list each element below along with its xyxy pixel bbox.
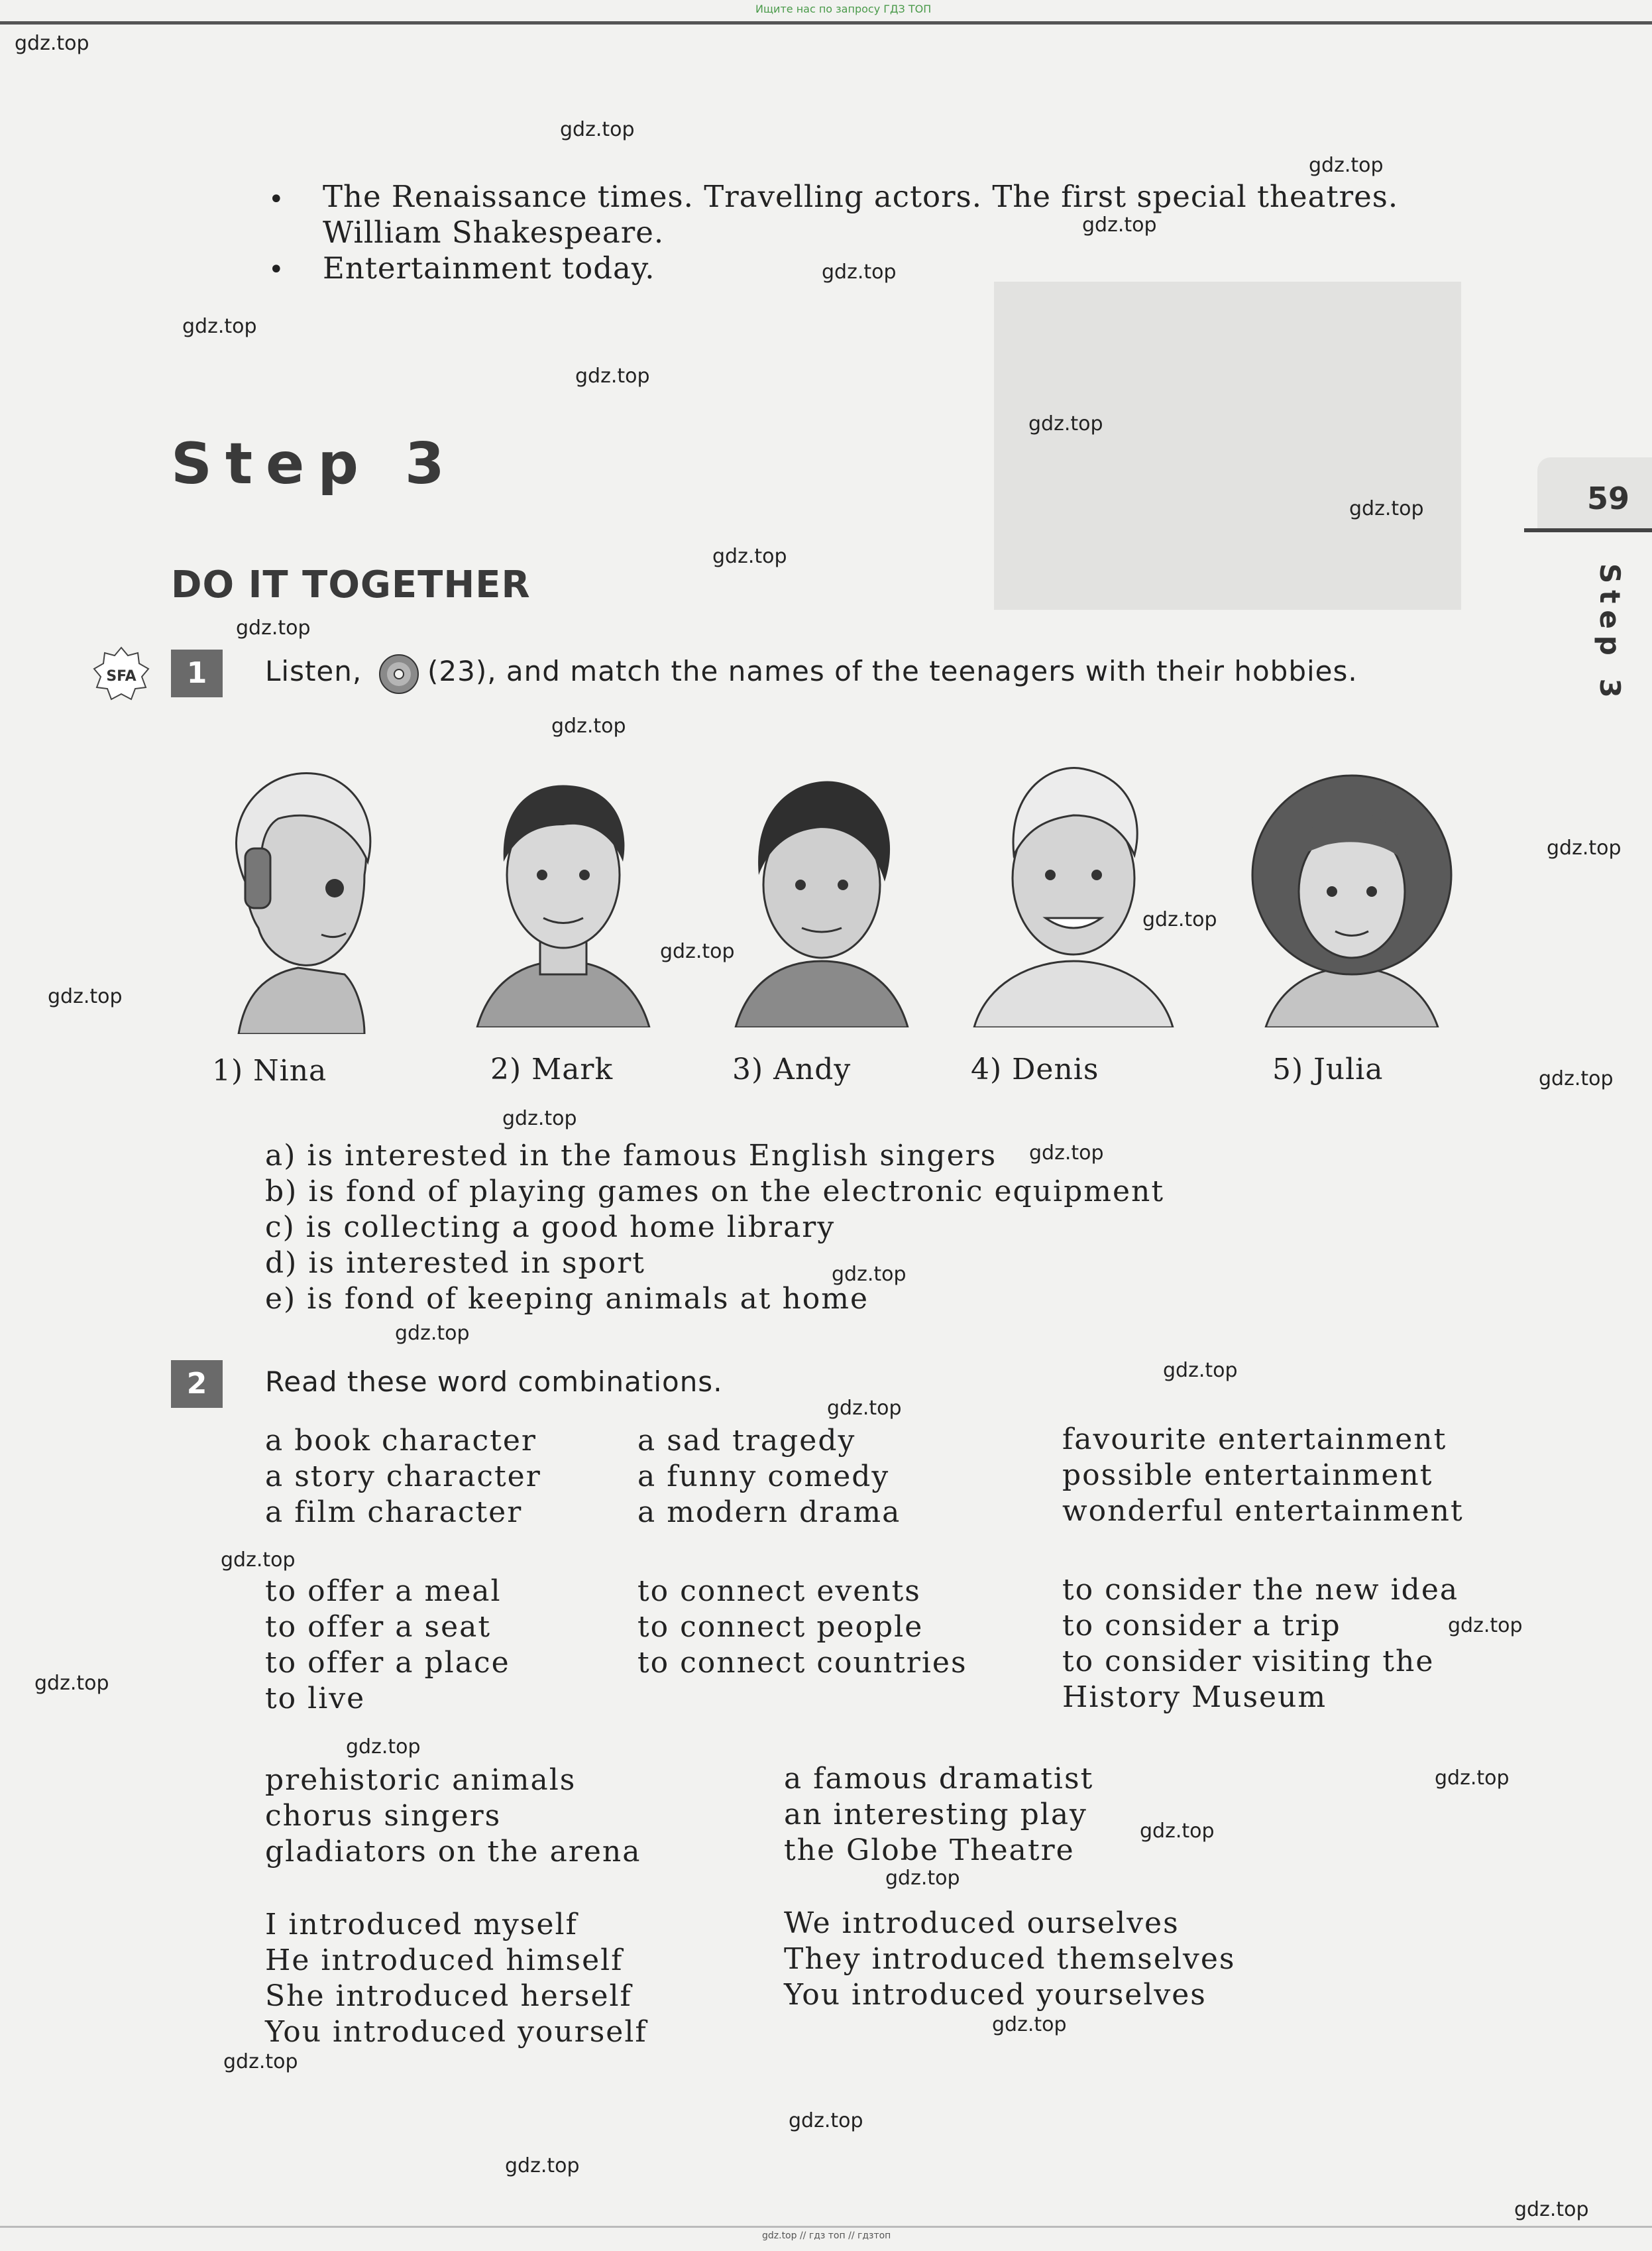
word-combination: an interesting play xyxy=(784,1798,1087,1831)
watermark: gdz.top xyxy=(1349,497,1424,520)
word-combination: prehistoric animals xyxy=(265,1763,577,1797)
word-combination: to consider visiting the xyxy=(1062,1645,1435,1678)
watermark: gdz.top xyxy=(236,616,311,640)
word-combination: gladiators on the arena xyxy=(265,1835,641,1869)
hobby-item: b) is fond of playing games on the electronic equipment xyxy=(265,1175,1165,1208)
hobby-item: d) is interested in sport xyxy=(265,1246,645,1280)
word-combination: a modern drama xyxy=(637,1495,901,1529)
word-combination: a film character xyxy=(265,1495,523,1529)
bullet-dot: • xyxy=(268,255,284,285)
word-combination: He introduced himself xyxy=(265,1943,624,1977)
portrait-andy xyxy=(722,762,921,1027)
hobby-item: e) is fond of keeping animals at home xyxy=(265,1282,869,1316)
person-label: 4) Denis xyxy=(971,1053,1099,1086)
word-combination: to connect countries xyxy=(637,1646,967,1680)
word-combination: She introduced herself xyxy=(265,1979,632,2013)
watermark: gdz.top xyxy=(660,940,735,963)
word-combination: to offer a place xyxy=(265,1646,510,1680)
watermark: gdz.top xyxy=(885,1867,960,1890)
watermark: gdz.top xyxy=(34,1672,109,1695)
watermark: gdz.top xyxy=(502,1107,577,1130)
watermark: gdz.top xyxy=(560,118,635,141)
word-combination: to live xyxy=(265,1682,366,1715)
watermark: gdz.top xyxy=(182,315,257,338)
word-combination: a story character xyxy=(265,1460,541,1493)
header-note: Ищите нас по запросу ГДЗ ТОП xyxy=(755,3,932,15)
watermark: gdz.top xyxy=(223,2050,298,2073)
bullet-2-line-1: Entertainment today. xyxy=(323,251,655,286)
section-title: DO IT TOGETHER xyxy=(171,563,531,606)
portrait-denis xyxy=(967,756,1180,1027)
watermark: gdz.top xyxy=(1539,1067,1614,1090)
person-label: 3) Andy xyxy=(732,1053,852,1086)
watermark: gdz.top xyxy=(1028,412,1103,435)
word-combination: wonderful entertainment xyxy=(1062,1494,1464,1528)
bullet-1-line-2: William Shakespeare. xyxy=(323,215,665,250)
portrait-julia xyxy=(1239,762,1464,1027)
page-tab-rule xyxy=(1524,528,1652,532)
exercise-1-instruction-rest: (23), and match the names of the teenagers with their hobbies. xyxy=(427,655,1358,687)
word-combination: I introduced myself xyxy=(265,1908,578,1941)
word-combination: We introduced ourselves xyxy=(784,1906,1180,1940)
page-number: 59 xyxy=(1587,481,1630,516)
watermark: gdz.top xyxy=(1435,1766,1510,1790)
word-combination: a funny comedy xyxy=(637,1460,890,1493)
watermark: gdz.top xyxy=(832,1263,907,1286)
watermark: gdz.top xyxy=(48,985,123,1008)
exercise-1-instruction-start: Listen, xyxy=(265,655,362,687)
word-combination: to offer a meal xyxy=(265,1574,502,1608)
sfa-badge-icon xyxy=(93,646,150,703)
person-label: 1) Nina xyxy=(212,1054,327,1088)
bleed-photo xyxy=(994,282,1461,610)
watermark: gdz.top xyxy=(1309,154,1384,177)
watermark: gdz.top xyxy=(1448,1614,1523,1637)
word-combination: favourite entertainment xyxy=(1062,1422,1447,1456)
watermark: gdz.top xyxy=(822,260,897,284)
word-combination: History Museum xyxy=(1062,1680,1327,1714)
watermark: gdz.top xyxy=(1547,837,1622,860)
watermark: gdz.top xyxy=(505,2154,580,2177)
word-combination: to connect people xyxy=(637,1610,924,1644)
watermark: gdz.top xyxy=(1514,2198,1589,2221)
word-combination: to offer a seat xyxy=(265,1610,492,1644)
word-combination: a famous dramatist xyxy=(784,1762,1094,1796)
word-combination: to consider the new idea xyxy=(1062,1573,1459,1607)
footer-note: gdz.top // гдз топ // гдзтоп xyxy=(762,2230,891,2241)
watermark: gdz.top xyxy=(1029,1141,1104,1165)
watermark: gdz.top xyxy=(15,32,89,55)
watermark: gdz.top xyxy=(551,715,626,738)
bullet-1-line-1: The Renaissance times. Travelling actors. The first special theatres. xyxy=(323,179,1399,214)
sfa-badge-label: SFA xyxy=(106,668,137,685)
watermark: gdz.top xyxy=(346,1735,421,1759)
word-combination: to connect events xyxy=(637,1574,921,1608)
word-combination: chorus singers xyxy=(265,1799,502,1833)
watermark: gdz.top xyxy=(827,1397,902,1420)
watermark: gdz.top xyxy=(992,2013,1067,2036)
watermark: gdz.top xyxy=(712,545,787,568)
exercise-2-number: 2 xyxy=(171,1360,223,1408)
person-label: 5) Julia xyxy=(1272,1053,1384,1086)
word-combination: the Globe Theatre xyxy=(784,1833,1075,1867)
bottom-rule xyxy=(0,2226,1652,2228)
word-combination: possible entertainment xyxy=(1062,1458,1433,1492)
hobby-item: a) is interested in the famous English singers xyxy=(265,1139,997,1173)
hobby-item: c) is collecting a good home library xyxy=(265,1210,836,1244)
word-combination: a book character xyxy=(265,1424,537,1458)
exercise-1-number: 1 xyxy=(171,650,223,697)
step-title: Step 3 xyxy=(171,431,458,497)
watermark: gdz.top xyxy=(395,1322,470,1345)
cd-icon xyxy=(378,653,420,695)
watermark: gdz.top xyxy=(789,2109,863,2132)
word-combination: You introduced yourselves xyxy=(784,1978,1207,2012)
bullet-dot: • xyxy=(268,184,284,215)
side-step-label: Step 3 xyxy=(1594,563,1626,705)
word-combination: They introduced themselves xyxy=(784,1942,1236,1976)
portrait-nina xyxy=(199,756,398,1034)
watermark: gdz.top xyxy=(1140,1819,1215,1843)
portrait-mark xyxy=(464,762,663,1027)
person-label: 2) Mark xyxy=(490,1053,614,1086)
watermark: gdz.top xyxy=(1163,1359,1238,1382)
watermark: gdz.top xyxy=(1142,908,1217,931)
watermark: gdz.top xyxy=(221,1548,296,1572)
word-combination: to consider a trip xyxy=(1062,1609,1341,1643)
word-combination: a sad tragedy xyxy=(637,1424,856,1458)
watermark: gdz.top xyxy=(575,365,650,388)
word-combination: You introduced yourself xyxy=(265,2015,647,2049)
watermark: gdz.top xyxy=(1082,213,1157,237)
top-rule xyxy=(0,21,1652,25)
exercise-2-instruction: Read these word combinations. xyxy=(265,1365,723,1398)
